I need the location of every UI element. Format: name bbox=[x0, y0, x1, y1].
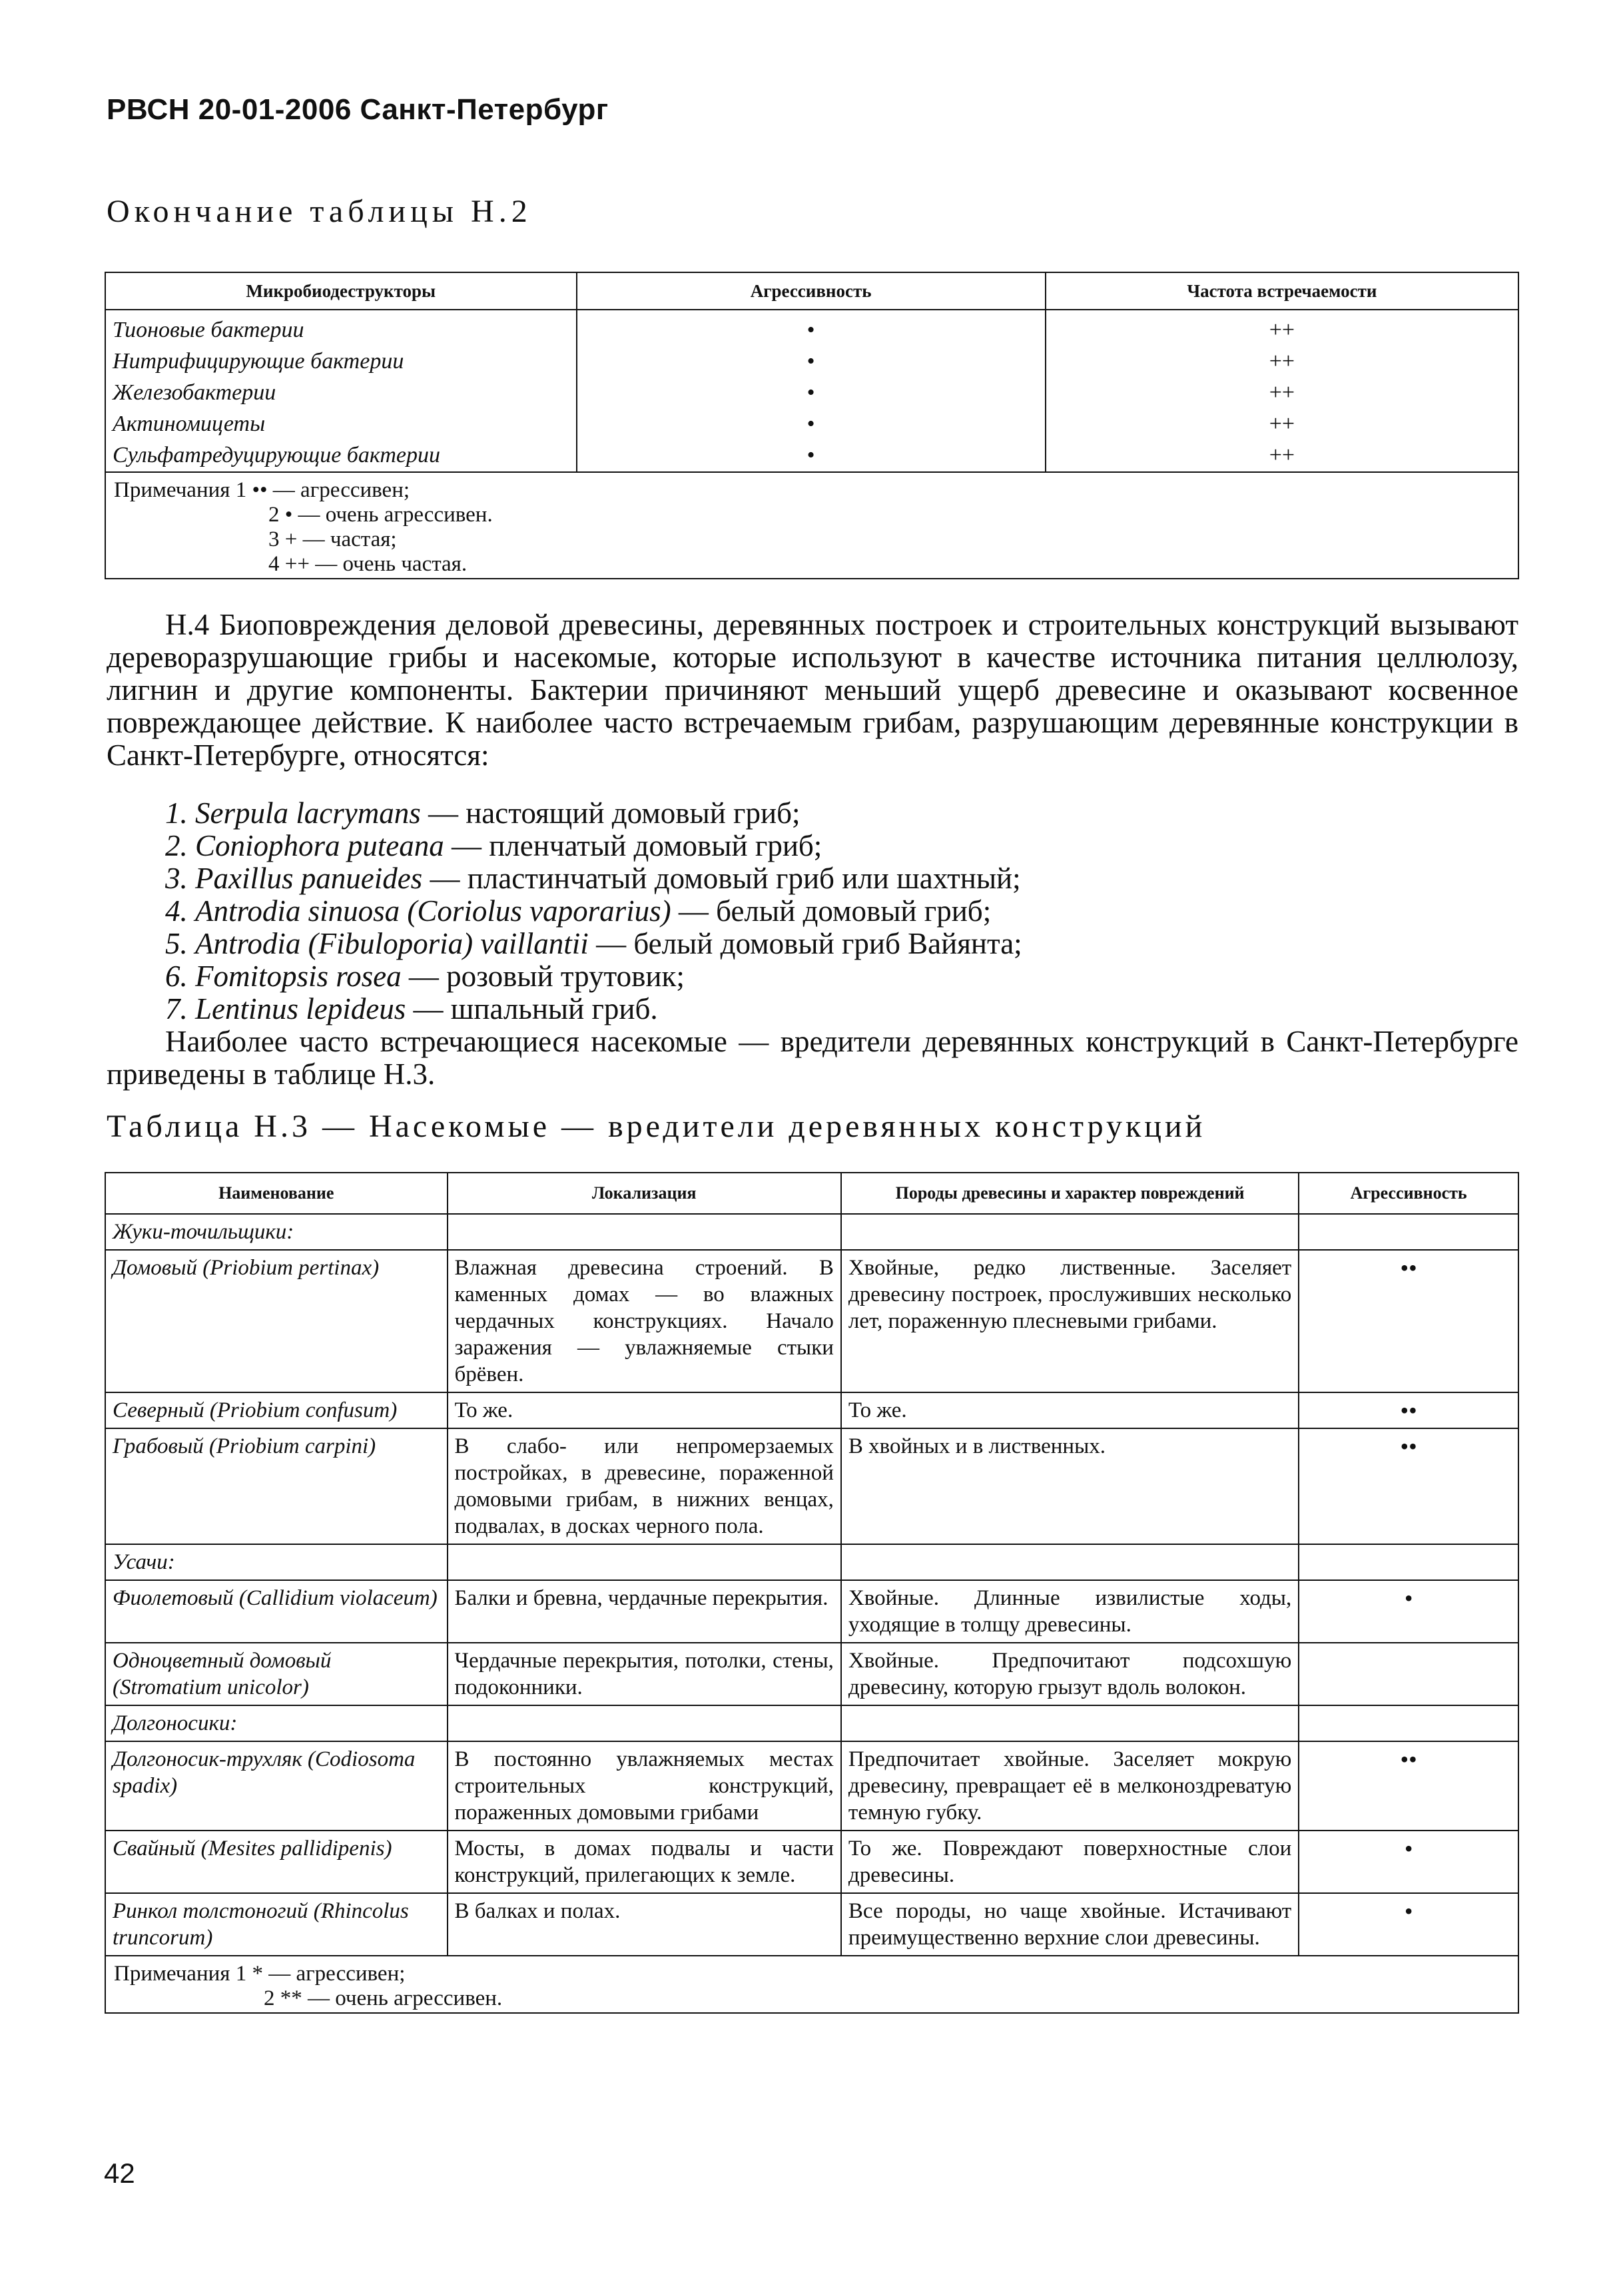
table-header-row bbox=[105, 1173, 1518, 1214]
insect-name: Фиолетовый (Callidium violaceum) bbox=[105, 1580, 448, 1643]
column-header: Агрессивность bbox=[577, 272, 1046, 310]
fungi-list bbox=[165, 797, 1517, 1025]
wood-damage: Хвойные. Длинные извилистые ходы, уходящие в толщу древесины. bbox=[841, 1580, 1299, 1643]
insect-name: Одноцветный домовый (Stromatium unicolor) bbox=[105, 1643, 448, 1705]
localization: В балках и полах. bbox=[448, 1893, 841, 1956]
list-item-number: 6. bbox=[165, 960, 188, 993]
list-item-number: 1. bbox=[165, 796, 188, 830]
latin-name: Lentinus lepideus bbox=[195, 992, 406, 1025]
insect-name: Домовый (Priobium pertinax) bbox=[105, 1250, 448, 1392]
list-item bbox=[165, 830, 1517, 862]
frequency-value: ++ bbox=[1269, 349, 1295, 374]
group-label: Усачи: bbox=[105, 1544, 448, 1580]
column-header: Наименование bbox=[105, 1173, 448, 1214]
column-header: Агрессивность bbox=[1299, 1173, 1518, 1214]
insect-name: Свайный (Mesites pallidipenis) bbox=[105, 1831, 448, 1893]
common-name: — пленчатый домовый гриб; bbox=[444, 829, 822, 862]
list-item-number: 3. bbox=[165, 862, 188, 895]
aggressiveness-cell bbox=[577, 310, 1046, 472]
list-item bbox=[165, 862, 1517, 895]
table-row bbox=[105, 1580, 1518, 1643]
group-label: Жуки-точильщики: bbox=[105, 1214, 448, 1250]
aggressiveness: •• bbox=[1299, 1741, 1518, 1831]
wood-damage: То же. Повреждают поверхностные слои древесины. bbox=[841, 1831, 1299, 1893]
latin-name: Serpula lacrymans bbox=[195, 796, 421, 830]
group-label: Долгоносики: bbox=[105, 1705, 448, 1741]
common-name: — белый домовый гриб Вайянта; bbox=[588, 927, 1022, 960]
table-h3-caption: Таблица Н.3 — Насекомые — вредители деревянных конструкций bbox=[107, 1109, 1206, 1144]
common-name: — белый домовый гриб; bbox=[671, 894, 992, 928]
list-item bbox=[165, 993, 1517, 1025]
list-item bbox=[165, 960, 1517, 993]
list-item-number: 2. bbox=[165, 829, 188, 862]
empty-cell bbox=[1299, 1705, 1518, 1741]
microbe-name: Сульфатредуцирующие бактерии bbox=[113, 443, 441, 467]
paragraph-insects: Наиболее часто встречающиеся насекомые — вредители деревянных конструкций в Санкт-Петербурге приведены в таблице Н.3. bbox=[107, 1025, 1518, 1091]
table-row bbox=[105, 1250, 1518, 1392]
aggressiveness: •• bbox=[1299, 1392, 1518, 1428]
group-row bbox=[105, 1705, 1518, 1741]
list-item-number: 5. bbox=[165, 927, 188, 960]
table-h2 bbox=[105, 272, 1519, 579]
empty-cell bbox=[841, 1544, 1299, 1580]
microbe-name: Железобактерии bbox=[113, 380, 276, 405]
empty-cell bbox=[448, 1544, 841, 1580]
insect-name: Грабовый (Priobium carpini) bbox=[105, 1428, 448, 1544]
empty-cell bbox=[448, 1214, 841, 1250]
wood-damage: Хвойные, редко лиственные. Заселяет древесину построек, прослуживших несколько лет, пораженную плесневыми грибами. bbox=[841, 1250, 1299, 1392]
localization: Мосты, в домах подвалы и части конструкций, прилегающих к земле. bbox=[448, 1831, 841, 1893]
empty-cell bbox=[1299, 1214, 1518, 1250]
note-line: 2 • — очень агрессивен. bbox=[268, 503, 493, 527]
document-code-header: РВСН 20-01-2006 Санкт-Петербург bbox=[107, 93, 609, 126]
empty-cell bbox=[841, 1705, 1299, 1741]
aggressiveness-value: • bbox=[807, 349, 815, 374]
table-body-row bbox=[105, 310, 1518, 472]
note-line: Примечания 1 •• — агрессивен; bbox=[114, 478, 410, 502]
group-row bbox=[105, 1544, 1518, 1580]
column-header: Микробиодеструкторы bbox=[105, 272, 577, 310]
note-line: 3 + — частая; bbox=[268, 527, 397, 551]
page-number: 42 bbox=[104, 2157, 135, 2189]
localization: Чердачные перекрытия, потолки, стены, подоконники. bbox=[448, 1643, 841, 1705]
wood-damage: То же. bbox=[841, 1392, 1299, 1428]
frequency-value: ++ bbox=[1269, 443, 1295, 467]
table-row bbox=[105, 1428, 1518, 1544]
empty-cell bbox=[448, 1705, 841, 1741]
insect-name: Ринкол толстоногий (Rhincolus truncorum) bbox=[105, 1893, 448, 1956]
latin-name: Antrodia sinuosa (Coriolus vaporarius) bbox=[195, 894, 671, 928]
table-row bbox=[105, 1741, 1518, 1831]
aggressiveness: • bbox=[1299, 1831, 1518, 1893]
table-row bbox=[105, 1643, 1518, 1705]
wood-damage: Все породы, но чаще хвойные. Истачивают преимущественно верхние слои древесины. bbox=[841, 1893, 1299, 1956]
note-line: 4 ++ — очень частая. bbox=[268, 552, 468, 576]
latin-name: Fomitopsis rosea bbox=[195, 960, 402, 993]
insect-name: Северный (Priobium confusum) bbox=[105, 1392, 448, 1428]
table-row bbox=[105, 1831, 1518, 1893]
latin-name: Coniophora puteana bbox=[195, 829, 444, 862]
group-row bbox=[105, 1214, 1518, 1250]
table-h3 bbox=[105, 1172, 1519, 2014]
list-item bbox=[165, 797, 1517, 830]
wood-damage: В хвойных и в лиственных. bbox=[841, 1428, 1299, 1544]
frequency-value: ++ bbox=[1269, 380, 1295, 405]
empty-cell bbox=[1299, 1544, 1518, 1580]
localization: Влажная древесина строений. В каменных домах — во влажных чердачных конструкциях. Начало заражения — увлажняемые стыки брёвен. bbox=[448, 1250, 841, 1392]
localization: В слабо- или непромерзаемых постройках, в древесине, пораженной домовыми грибам, в нижних венцах, подвалах, в досках черного пола. bbox=[448, 1428, 841, 1544]
column-header: Породы древесины и характер повреждений bbox=[841, 1173, 1299, 1214]
frequency-cell bbox=[1046, 310, 1518, 472]
wood-damage: Предпочитает хвойные. Заселяет мокрую древесину, превращает её в мелконоздреватую темную губку. bbox=[841, 1741, 1299, 1831]
list-item-number: 4. bbox=[165, 894, 188, 928]
localization: Балки и бревна, чердачные перекрытия. bbox=[448, 1580, 841, 1643]
table-row bbox=[105, 1893, 1518, 1956]
aggressiveness-value: • bbox=[807, 412, 815, 436]
microbe-name: Актиномицеты bbox=[113, 412, 266, 436]
frequency-value: ++ bbox=[1269, 318, 1295, 342]
common-name: — розовый трутовик; bbox=[401, 960, 685, 993]
microbe-name: Нитрифицирующие бактерии bbox=[113, 349, 404, 374]
aggressiveness-value: • bbox=[807, 443, 815, 467]
latin-name: Antrodia (Fibuloporia) vaillantii bbox=[195, 927, 589, 960]
frequency-value: ++ bbox=[1269, 412, 1295, 436]
common-name: — шпальный гриб. bbox=[406, 992, 658, 1025]
note-line: 2 ** — очень агрессивен. bbox=[264, 1986, 503, 2010]
aggressiveness-value: • bbox=[807, 318, 815, 342]
table-h2-caption: Окончание таблицы Н.2 bbox=[107, 194, 532, 229]
table-notes bbox=[105, 472, 1518, 579]
paragraph-h4: Н.4 Биоповреждения деловой древесины, деревянных построек и строительных конструкций вызывают дереворазрушающие грибы и насекомые, которые используют в качестве источника питания целлюлозу, лигнин и другие компоненты. Бактерии причиняют меньший ущерб древесине и оказывают косвенное повреждающее действие. К наиболее часто встречаемым грибам, разрушающим деревянные конструкции в Санкт-Петербурге, относятся: bbox=[107, 608, 1518, 772]
list-item-number: 7. bbox=[165, 992, 188, 1025]
latin-name: Paxillus panueides bbox=[195, 862, 423, 895]
aggressiveness bbox=[1299, 1643, 1518, 1705]
common-name: — настоящий домовый гриб; bbox=[420, 796, 801, 830]
list-item bbox=[165, 895, 1517, 928]
aggressiveness: •• bbox=[1299, 1428, 1518, 1544]
column-header: Частота встречаемости bbox=[1046, 272, 1518, 310]
aggressiveness: • bbox=[1299, 1580, 1518, 1643]
table-notes-row bbox=[105, 472, 1518, 579]
table-row bbox=[105, 1392, 1518, 1428]
microbe-names-cell bbox=[105, 310, 577, 472]
aggressiveness-value: • bbox=[807, 380, 815, 405]
insect-name: Долгоносик-трухляк (Codiosoma spadix) bbox=[105, 1741, 448, 1831]
table-notes-row bbox=[105, 1956, 1518, 2013]
table-notes bbox=[105, 1956, 1518, 2013]
table-header-row bbox=[105, 272, 1518, 310]
list-item bbox=[165, 928, 1517, 960]
localization: То же. bbox=[448, 1392, 841, 1428]
empty-cell bbox=[841, 1214, 1299, 1250]
wood-damage: Хвойные. Предпочитают подсохшую древесину, которую грызут вдоль волокон. bbox=[841, 1643, 1299, 1705]
common-name: — пластинчатый домовый гриб или шахтный; bbox=[422, 862, 1021, 895]
localization: В постоянно увлажняемых местах строительных конструкций, пораженных домовыми грибами bbox=[448, 1741, 841, 1831]
note-line: Примечания 1 * — агрессивен; bbox=[114, 1962, 406, 1986]
aggressiveness: • bbox=[1299, 1893, 1518, 1956]
microbe-name: Тионовые бактерии bbox=[113, 318, 304, 342]
column-header: Локализация bbox=[448, 1173, 841, 1214]
aggressiveness: •• bbox=[1299, 1250, 1518, 1392]
